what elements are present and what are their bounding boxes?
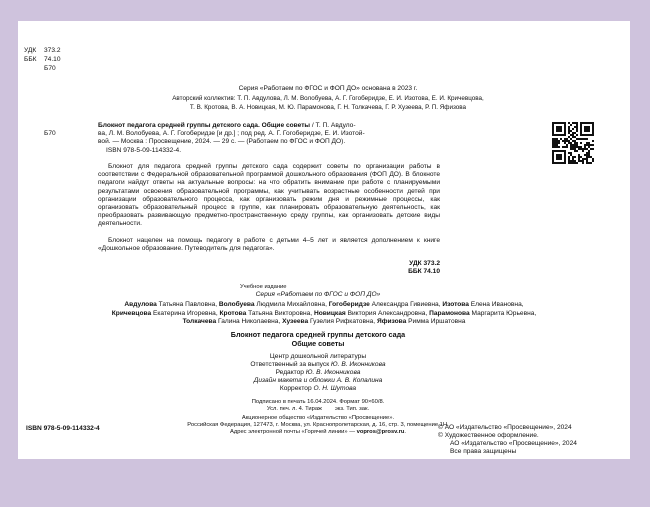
authors-full-line (18, 318, 630, 326)
qr-code (552, 122, 594, 164)
book-title-line-1: Блокнот педагога средней группы детского сада (230, 330, 406, 339)
author-given-name: Римма Иршатовна (406, 318, 466, 326)
edition-label: Учебное издание (240, 284, 287, 290)
copyright-2: © Художественное оформление. (438, 432, 539, 439)
author-given-name: Людмила Михайловна, (254, 301, 329, 308)
corrector-line (78, 385, 558, 393)
imprint-page (18, 21, 630, 459)
biblio-isbn: ISBN 978-5-09-114332-4. (106, 147, 182, 154)
book-title-line-2: Общие советы (291, 339, 345, 348)
bbk-value: 74.10 (44, 56, 61, 63)
print-sheets: Усл. печ. л. 4. Тираж экз. Тип. зак. (266, 406, 370, 412)
authors-line-2: Т. В. Кротова, В. А. Новицкая, М. Ю. Парамонова, Г. Н. Толкачева, Г. Р. Хузеева, Р. П. Яфизова (189, 104, 467, 111)
responsible-name: Ю. В. Иконникова (330, 361, 386, 368)
biblio-sign: Б70 (44, 130, 56, 137)
series-italic: Серия «Работаем по ФГОС и ФОП ДО» (255, 291, 381, 298)
author-given-name: Екатерина Игоревна, (151, 309, 220, 317)
abstract-paragraph-2: Блокнот нацелен на помощь педагогу в работе с детьми 4–5 лет и является дополнением к книге «Дошкольное образование. Путеводитель для педагога». (98, 237, 440, 253)
author-surname: Хузеева (282, 318, 309, 326)
biblio-line-1-rest: / Т. П. Авдуло- (310, 122, 356, 129)
publisher-line-1: Акционерное общество «Издательство «Просвещение». (241, 415, 395, 421)
author-surname: Толкачева (182, 318, 217, 326)
isbn-bottom: ISBN 978-5-09-114332-4 (26, 425, 100, 432)
author-surname: Гогоберидзе (328, 301, 370, 308)
biblio-line-1 (98, 122, 356, 130)
biblio-line-3: вой. — Москва : Просвещение, 2024. — 29 с. — (Работаем по ФГОС и ФОП ДО). (98, 138, 346, 145)
corrector-name: О. Н. Шутова (313, 385, 357, 392)
biblio-line-2: ва, Л. М. Волобуева, А. Г. Гогоберидзе [и др.] ; под ред. А. Г. Гогоберидзе, Е. И. Изотой- (98, 130, 365, 137)
responsible-line (78, 361, 558, 369)
corrector-label: Корректор (279, 385, 314, 392)
author-given-name: Елена Ивановна, (468, 301, 524, 308)
author-surname: Кричевцова (111, 309, 152, 317)
editor-line (78, 369, 558, 377)
designer-label: Дизайн макета и обложки (253, 377, 337, 384)
center-name: Центр дошкольной литературы (269, 353, 367, 360)
print-signed: Подписано в печать 16.04.2024. Формат 90×60/8. (251, 399, 385, 405)
biblio-title: Блокнот педагога средней группы детского сада. Общие советы (98, 122, 311, 129)
author-given-name: Маргарита Юрьевна, (469, 309, 537, 317)
author-surname: Волобуева (218, 301, 255, 308)
author-surname: Яфизова (376, 318, 407, 326)
publisher-line-2: Российская Федерация, 127473, г. Москва, ул. Краснопролетарская, д. 16, стр. 3, помещение 1Н. (187, 422, 449, 428)
responsible-label: Ответственный за выпуск (250, 361, 331, 368)
designer-line (78, 377, 558, 385)
author-surname: Изотова (442, 301, 469, 308)
abstract-paragraph-1: Блокнот для педагога средней группы детского сада содержит советы по организации работы в соответствии с Федеральной образовательной программой дошкольного образования (ФОП ДО). В блокноте педагоги найдут ответы на актуальные вопросы: на что обратить внимание при работе с планируемыми результатами освоения образовательной программы, как учитывать возрастные особенности детей при организации образовательного процесса, как организовать режим дня и режимные процессы, как организовать образовательный процесс в группе, как планировать образовательную деятельность, как преобразовать развивающую предметно-пространственную среду группы, как организовать детские виды деятельности. (98, 163, 440, 228)
author-given-name: Татьяна Павловна, (156, 301, 219, 308)
author-given-name: Татьяна Викторовна, (246, 309, 314, 317)
copyright-3: АО «Издательство «Просвещение», 2024 (450, 440, 577, 447)
copyright-1: © АО «Издательство «Просвещение», 2024 (438, 424, 572, 431)
author-surname: Кротова (219, 309, 247, 317)
right-bbk: ББК 74.10 (408, 268, 440, 275)
editor-label: Редактор (275, 369, 306, 376)
author-sign: Б70 (44, 65, 56, 72)
author-given-name: Гузелия Рифкатовна, (308, 318, 377, 326)
author-given-name: Александра Гивиевна, (369, 301, 443, 308)
hotline-email[interactable]: vopros@prosv.ru (356, 429, 405, 435)
udk-value: 373.2 (44, 47, 61, 54)
copyright-4: Все права защищены (450, 448, 517, 455)
author-surname: Авдулова (124, 301, 157, 308)
author-surname: Парамонова (429, 309, 470, 317)
right-udk: УДК 373.2 (409, 260, 440, 267)
designer-name: А. В. Копалина (336, 377, 383, 384)
udk-label: УДК (24, 47, 37, 54)
editor-name: Ю. В. Иконникова (305, 369, 361, 376)
authors-full-line (18, 301, 630, 309)
author-surname: Новицкая (313, 309, 346, 317)
author-given-name: Виктория Александровна, (345, 309, 430, 317)
author-given-name: Галина Николаевна, (216, 318, 283, 326)
series-note: Серия «Работаем по ФГОС и ФОП ДО» основана в 2023 г. (238, 85, 418, 92)
authors-full-line (18, 310, 630, 318)
hotline-label: Адрес электронной почты «Горячей линии» — (229, 429, 357, 435)
hotline-dot: . (404, 429, 406, 435)
authors-line-1: Авторский коллектив: Т. П. Авдулова, Л. М. Волобуева, А. Г. Гогоберидзе, Е. И. Изотова, Е. И. Кричевцова, (172, 95, 484, 102)
bbk-label: ББК (24, 56, 37, 63)
